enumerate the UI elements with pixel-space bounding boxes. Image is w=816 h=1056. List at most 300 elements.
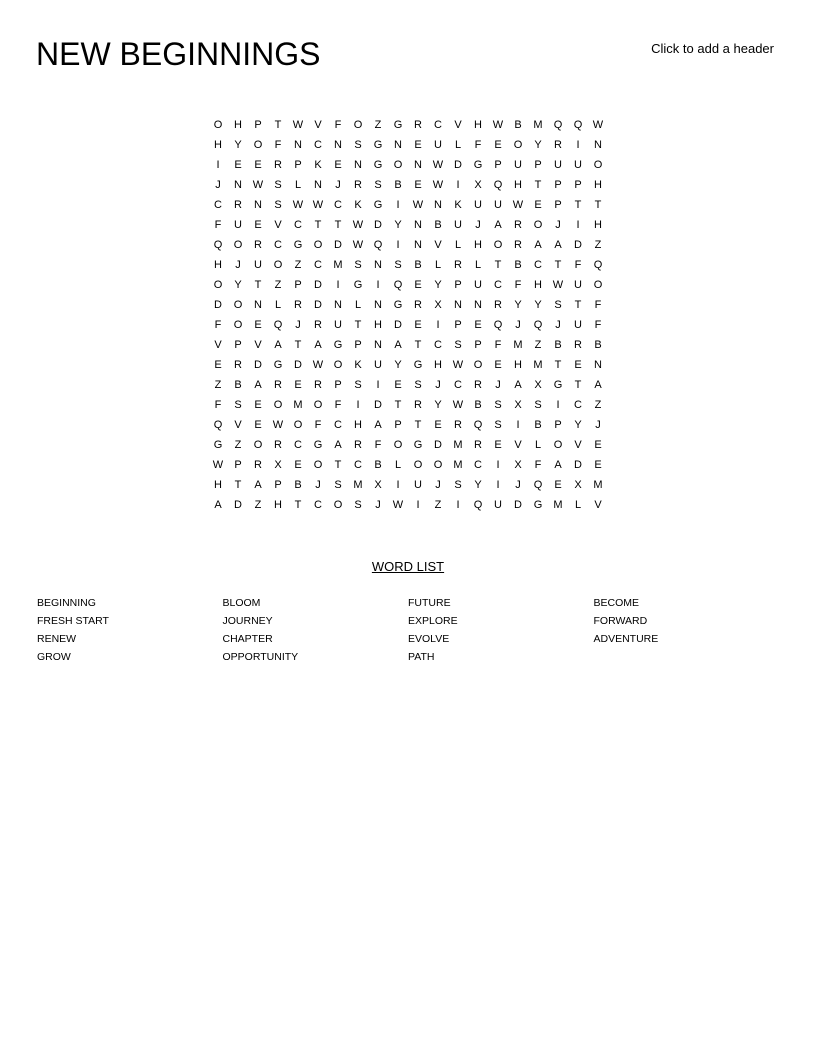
- grid-letter: R: [274, 439, 282, 451]
- grid-letter: G: [413, 439, 423, 451]
- grid-letter: T: [234, 479, 242, 491]
- grid-letter: Q: [273, 319, 283, 331]
- grid-letter: C: [334, 199, 342, 211]
- grid-letter: H: [374, 319, 382, 331]
- grid-letter: E: [414, 319, 422, 331]
- grid-letter: G: [393, 119, 403, 131]
- grid-letter: X: [374, 479, 382, 491]
- grid-letter: M: [513, 339, 523, 351]
- grid-letter: A: [554, 459, 562, 471]
- grid-letter: N: [414, 219, 422, 231]
- grid-letter: H: [534, 279, 542, 291]
- grid-letter: P: [354, 339, 362, 351]
- grid-letter: J: [555, 219, 561, 231]
- grid-letter: I: [336, 279, 340, 291]
- grid-letter: B: [294, 479, 302, 491]
- grid-letter: V: [594, 499, 602, 511]
- grid-letter: Y: [514, 299, 522, 311]
- grid-letter: J: [215, 179, 221, 191]
- grid-letter: G: [333, 339, 343, 351]
- grid-letter: R: [454, 419, 462, 431]
- grid-letter: F: [574, 259, 582, 271]
- grid-letter: L: [294, 179, 302, 191]
- grid-letter: S: [334, 479, 342, 491]
- grid-letter: E: [554, 479, 562, 491]
- grid-letter: Y: [534, 299, 542, 311]
- grid-letter: I: [456, 499, 460, 511]
- grid-letter: I: [576, 219, 580, 231]
- grid-letter: X: [514, 459, 522, 471]
- grid-letter: O: [533, 219, 543, 231]
- grid-letter: R: [274, 379, 282, 391]
- word-list-item: FRESH START: [37, 615, 109, 627]
- grid-letter: N: [314, 179, 322, 191]
- word-search-grid: [208, 115, 608, 515]
- grid-letter: I: [396, 479, 400, 491]
- grid-letter: C: [354, 459, 362, 471]
- grid-letter: L: [354, 299, 362, 311]
- grid-letter: E: [294, 379, 302, 391]
- grid-letter: U: [454, 219, 462, 231]
- grid-letter: D: [454, 159, 462, 171]
- grid-letter: N: [254, 299, 262, 311]
- grid-letter: R: [234, 199, 242, 211]
- grid-letter: W: [212, 459, 224, 471]
- grid-row: [208, 435, 608, 455]
- grid-letter: M: [453, 459, 463, 471]
- grid-letter: I: [556, 399, 560, 411]
- grid-letter: C: [294, 219, 302, 231]
- grid-letter: P: [454, 319, 462, 331]
- page-title: NEW BEGINNINGS: [36, 36, 321, 72]
- grid-letter: Z: [214, 379, 222, 391]
- grid-letter: S: [234, 399, 242, 411]
- grid-letter: D: [314, 299, 322, 311]
- grid-letter: C: [214, 199, 222, 211]
- word-list-item: EXPLORE: [408, 615, 458, 627]
- grid-letter: Z: [594, 239, 602, 251]
- grid-letter: N: [594, 359, 602, 371]
- grid-letter: J: [375, 499, 381, 511]
- grid-letter: V: [274, 219, 282, 231]
- grid-letter: B: [534, 419, 542, 431]
- grid-letter: F: [494, 339, 502, 351]
- grid-letter: J: [435, 479, 441, 491]
- grid-letter: J: [515, 319, 521, 331]
- grid-letter: B: [234, 379, 242, 391]
- grid-letter: I: [516, 419, 520, 431]
- grid-letter: O: [593, 279, 603, 291]
- grid-letter: N: [374, 259, 382, 271]
- grid-letter: R: [234, 359, 242, 371]
- grid-letter: Y: [434, 279, 442, 291]
- grid-letter: E: [414, 179, 422, 191]
- grid-letter: H: [214, 479, 222, 491]
- grid-letter: S: [394, 259, 402, 271]
- grid-letter: R: [494, 299, 502, 311]
- grid-letter: B: [514, 119, 522, 131]
- grid-letter: I: [216, 159, 220, 171]
- grid-letter: E: [254, 319, 262, 331]
- grid-letter: O: [333, 499, 343, 511]
- grid-letter: S: [354, 379, 362, 391]
- grid-letter: E: [574, 359, 582, 371]
- grid-letter: A: [314, 339, 322, 351]
- grid-letter: I: [356, 399, 360, 411]
- grid-letter: U: [514, 159, 522, 171]
- grid-letter: X: [534, 379, 542, 391]
- grid-letter: T: [334, 459, 342, 471]
- grid-letter: T: [394, 399, 402, 411]
- grid-letter: Z: [294, 259, 302, 271]
- grid-letter: F: [514, 279, 522, 291]
- grid-letter: R: [254, 459, 262, 471]
- grid-letter: I: [496, 479, 500, 491]
- grid-letter: H: [234, 119, 242, 131]
- word-list-heading: WORD LIST: [371, 559, 445, 574]
- grid-letter: B: [474, 399, 482, 411]
- grid-letter: N: [434, 199, 442, 211]
- grid-letter: T: [574, 299, 582, 311]
- grid-letter: T: [494, 259, 502, 271]
- grid-letter: A: [394, 339, 402, 351]
- grid-letter: O: [353, 119, 363, 131]
- add-header-placeholder[interactable]: Click to add a header: [651, 41, 774, 56]
- grid-letter: O: [313, 459, 323, 471]
- grid-letter: P: [554, 199, 562, 211]
- grid-letter: Q: [213, 419, 223, 431]
- grid-letter: V: [254, 339, 262, 351]
- grid-letter: N: [454, 299, 462, 311]
- word-list-item: RENEW: [37, 633, 77, 645]
- grid-letter: F: [534, 459, 542, 471]
- grid-letter: Z: [534, 339, 542, 351]
- grid-letter: F: [214, 399, 222, 411]
- grid-letter: U: [234, 219, 242, 231]
- grid-letter: E: [494, 439, 502, 451]
- grid-letter: Q: [493, 319, 503, 331]
- grid-letter: Q: [553, 119, 563, 131]
- grid-letter: A: [594, 379, 602, 391]
- grid-letter: G: [293, 239, 303, 251]
- grid-letter: C: [314, 499, 322, 511]
- grid-letter: Z: [274, 279, 282, 291]
- grid-letter: E: [494, 359, 502, 371]
- grid-letter: J: [235, 259, 241, 271]
- grid-letter: L: [394, 459, 402, 471]
- grid-letter: C: [454, 379, 462, 391]
- grid-letter: S: [274, 179, 282, 191]
- grid-letter: Y: [234, 279, 242, 291]
- grid-letter: W: [292, 119, 304, 131]
- grid-letter: T: [534, 179, 542, 191]
- grid-letter: Z: [254, 499, 262, 511]
- grid-letter: W: [432, 159, 444, 171]
- grid-letter: T: [554, 359, 562, 371]
- grid-letter: L: [474, 259, 482, 271]
- word-list-item: ADVENTURE: [593, 633, 659, 645]
- grid-letter: J: [475, 219, 481, 231]
- grid-letter: I: [456, 179, 460, 191]
- grid-letter: E: [234, 159, 242, 171]
- grid-letter: Q: [533, 479, 543, 491]
- grid-row: [208, 195, 608, 215]
- grid-letter: S: [274, 199, 282, 211]
- grid-row: [208, 135, 608, 155]
- grid-letter: N: [354, 159, 362, 171]
- grid-letter: D: [294, 359, 302, 371]
- grid-letter: D: [374, 219, 382, 231]
- grid-letter: A: [514, 379, 522, 391]
- grid-letter: W: [452, 399, 464, 411]
- grid-letter: M: [593, 479, 603, 491]
- grid-letter: V: [574, 439, 582, 451]
- grid-letter: N: [474, 299, 482, 311]
- grid-letter: S: [414, 379, 422, 391]
- grid-letter: E: [594, 439, 602, 451]
- grid-letter: B: [594, 339, 602, 351]
- grid-letter: R: [514, 219, 522, 231]
- grid-letter: W: [452, 359, 464, 371]
- grid-letter: W: [352, 219, 364, 231]
- grid-letter: R: [314, 379, 322, 391]
- grid-letter: X: [574, 479, 582, 491]
- grid-letter: A: [254, 479, 262, 491]
- grid-row: [208, 335, 608, 355]
- grid-letter: X: [274, 459, 282, 471]
- grid-letter: E: [254, 419, 262, 431]
- grid-letter: E: [254, 159, 262, 171]
- grid-letter: P: [234, 459, 242, 471]
- grid-letter: A: [534, 239, 542, 251]
- grid-letter: B: [414, 259, 422, 271]
- grid-letter: P: [494, 159, 502, 171]
- grid-letter: W: [592, 119, 604, 131]
- grid-letter: B: [554, 339, 562, 351]
- grid-letter: Q: [573, 119, 583, 131]
- grid-letter: T: [574, 199, 582, 211]
- grid-letter: N: [594, 139, 602, 151]
- grid-letter: U: [434, 139, 442, 151]
- grid-letter: W: [552, 279, 564, 291]
- grid-letter: I: [376, 379, 380, 391]
- grid-letter: E: [254, 219, 262, 231]
- grid-letter: U: [574, 319, 582, 331]
- grid-letter: J: [435, 379, 441, 391]
- grid-letter: E: [334, 159, 342, 171]
- grid-letter: H: [214, 139, 222, 151]
- grid-letter: W: [272, 419, 284, 431]
- grid-letter: G: [413, 359, 423, 371]
- grid-row: [208, 475, 608, 495]
- grid-letter: T: [414, 419, 422, 431]
- grid-letter: U: [474, 279, 482, 291]
- word-list: [37, 594, 779, 666]
- grid-letter: F: [274, 139, 282, 151]
- grid-letter: N: [414, 159, 422, 171]
- grid-letter: O: [333, 359, 343, 371]
- grid-letter: H: [274, 499, 282, 511]
- grid-letter: O: [413, 459, 423, 471]
- grid-letter: C: [534, 259, 542, 271]
- grid-letter: O: [593, 159, 603, 171]
- grid-letter: W: [492, 119, 504, 131]
- grid-letter: R: [274, 159, 282, 171]
- grid-letter: A: [554, 239, 562, 251]
- grid-letter: N: [374, 339, 382, 351]
- grid-letter: B: [394, 179, 402, 191]
- grid-letter: J: [315, 479, 321, 491]
- grid-letter: R: [514, 239, 522, 251]
- grid-letter: E: [414, 279, 422, 291]
- grid-letter: O: [233, 319, 243, 331]
- grid-letter: P: [294, 279, 302, 291]
- word-list-item: FORWARD: [593, 615, 648, 627]
- word-list-item: JOURNEY: [222, 615, 273, 627]
- grid-letter: T: [314, 219, 322, 231]
- grid-letter: J: [295, 319, 301, 331]
- grid-letter: M: [553, 499, 563, 511]
- grid-letter: D: [394, 319, 402, 331]
- grid-row: [208, 215, 608, 235]
- grid-letter: O: [393, 159, 403, 171]
- grid-letter: T: [554, 259, 562, 271]
- grid-letter: Z: [434, 499, 442, 511]
- grid-letter: E: [254, 399, 262, 411]
- grid-letter: Y: [434, 399, 442, 411]
- word-list-item: GROW: [37, 651, 71, 663]
- grid-letter: E: [594, 459, 602, 471]
- grid-letter: Q: [473, 419, 483, 431]
- grid-letter: K: [314, 159, 322, 171]
- grid-letter: E: [534, 199, 542, 211]
- word-list-item: PATH: [408, 651, 435, 663]
- grid-row: [208, 175, 608, 195]
- grid-letter: O: [553, 439, 563, 451]
- grid-letter: R: [354, 179, 362, 191]
- grid-letter: Z: [374, 119, 382, 131]
- grid-row: [208, 275, 608, 295]
- grid-row: [208, 375, 608, 395]
- grid-letter: B: [434, 219, 442, 231]
- grid-letter: O: [233, 299, 243, 311]
- grid-letter: C: [494, 279, 502, 291]
- word-list-item: BECOME: [593, 597, 640, 609]
- grid-letter: N: [254, 199, 262, 211]
- grid-letter: E: [294, 459, 302, 471]
- grid-letter: Y: [234, 139, 242, 151]
- grid-letter: T: [294, 499, 302, 511]
- grid-letter: S: [374, 179, 382, 191]
- grid-letter: H: [594, 179, 602, 191]
- grid-letter: D: [234, 499, 242, 511]
- grid-letter: U: [494, 199, 502, 211]
- grid-row: [208, 255, 608, 275]
- grid-letter: G: [373, 159, 383, 171]
- grid-letter: U: [374, 359, 382, 371]
- grid-letter: M: [533, 359, 543, 371]
- grid-letter: P: [294, 159, 302, 171]
- grid-letter: E: [434, 419, 442, 431]
- grid-letter: M: [353, 479, 363, 491]
- grid-letter: J: [555, 319, 561, 331]
- grid-letter: P: [474, 339, 482, 351]
- grid-letter: F: [214, 319, 222, 331]
- grid-letter: I: [376, 279, 380, 291]
- grid-letter: G: [213, 439, 223, 451]
- grid-letter: G: [393, 299, 403, 311]
- grid-letter: M: [453, 439, 463, 451]
- grid-letter: T: [334, 219, 342, 231]
- grid-letter: W: [412, 199, 424, 211]
- grid-letter: U: [554, 159, 562, 171]
- word-list-item: BEGINNING: [37, 597, 96, 609]
- grid-letter: D: [574, 459, 582, 471]
- grid-letter: P: [454, 279, 462, 291]
- grid-letter: P: [334, 379, 342, 391]
- grid-letter: S: [354, 259, 362, 271]
- grid-letter: S: [534, 399, 542, 411]
- grid-letter: C: [274, 239, 282, 251]
- grid-letter: J: [335, 179, 341, 191]
- grid-row: [208, 355, 608, 375]
- grid-letter: H: [514, 359, 522, 371]
- grid-letter: V: [314, 119, 322, 131]
- grid-letter: T: [594, 199, 602, 211]
- grid-letter: O: [253, 139, 263, 151]
- grid-letter: O: [473, 359, 483, 371]
- grid-row: [208, 395, 608, 415]
- grid-letter: Q: [393, 279, 403, 291]
- grid-letter: O: [493, 239, 503, 251]
- grid-row: [208, 495, 608, 515]
- grid-letter: R: [454, 259, 462, 271]
- grid-letter: A: [334, 439, 342, 451]
- grid-letter: S: [554, 299, 562, 311]
- grid-letter: W: [432, 179, 444, 191]
- grid-letter: O: [433, 459, 443, 471]
- grid-letter: N: [394, 139, 402, 151]
- grid-letter: W: [312, 359, 324, 371]
- grid-row: [208, 315, 608, 335]
- word-list-column: [37, 594, 223, 666]
- grid-letter: X: [474, 179, 482, 191]
- grid-letter: G: [313, 439, 323, 451]
- grid-letter: P: [394, 419, 402, 431]
- grid-letter: K: [454, 199, 462, 211]
- grid-letter: U: [254, 259, 262, 271]
- grid-letter: P: [254, 119, 262, 131]
- grid-letter: O: [313, 399, 323, 411]
- grid-letter: L: [274, 299, 282, 311]
- grid-letter: D: [334, 239, 342, 251]
- grid-letter: C: [434, 339, 442, 351]
- grid-letter: E: [494, 139, 502, 151]
- grid-letter: F: [334, 399, 342, 411]
- grid-letter: P: [574, 179, 582, 191]
- grid-letter: H: [474, 119, 482, 131]
- grid-letter: Q: [593, 259, 603, 271]
- grid-letter: E: [474, 319, 482, 331]
- grid-letter: R: [254, 239, 262, 251]
- grid-letter: C: [334, 419, 342, 431]
- grid-letter: I: [576, 139, 580, 151]
- word-list-item: CHAPTER: [222, 633, 273, 645]
- grid-letter: G: [273, 359, 283, 371]
- grid-letter: K: [354, 359, 362, 371]
- grid-letter: W: [252, 179, 264, 191]
- grid-letter: W: [352, 239, 364, 251]
